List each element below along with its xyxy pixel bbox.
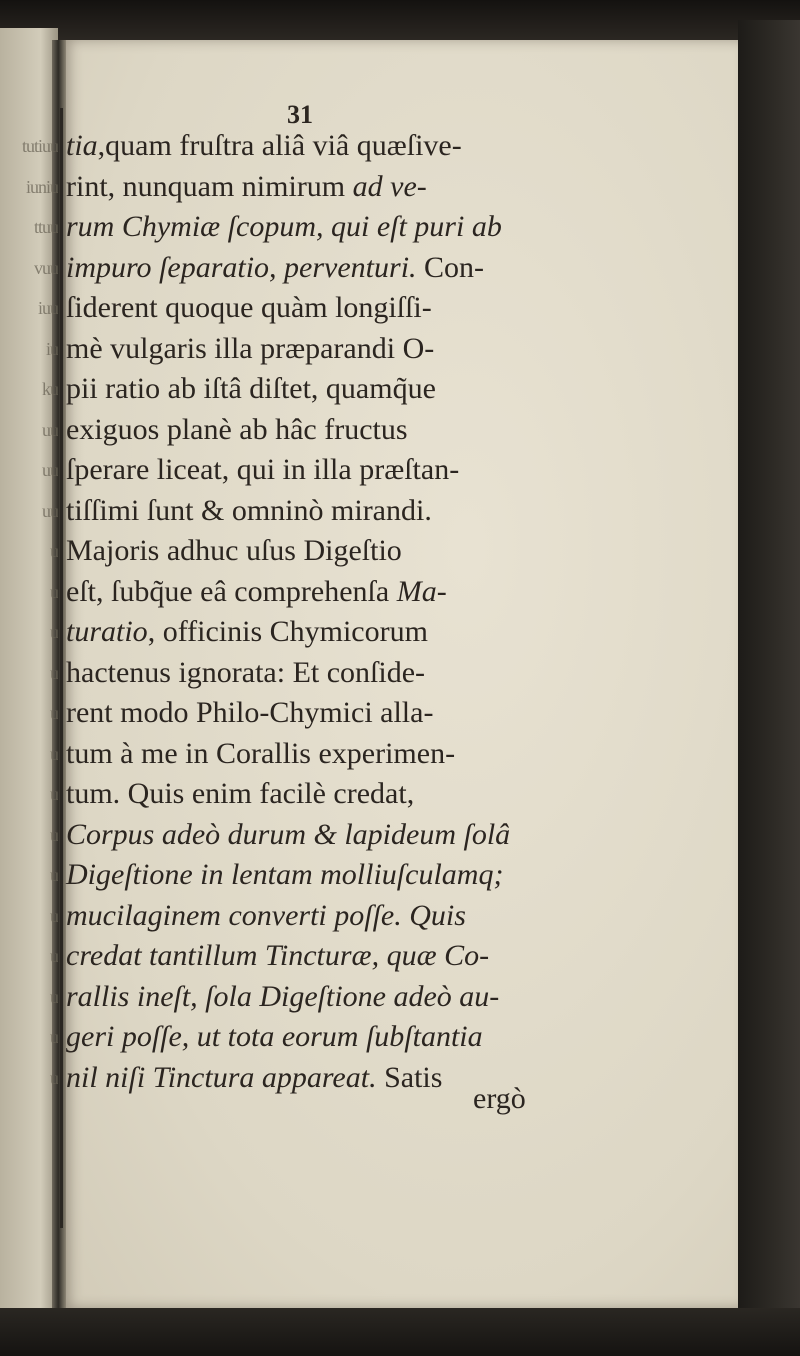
text-line: [66, 1058, 442, 1098]
text-line: [66, 1017, 483, 1057]
gutter-shadow-line: [60, 108, 63, 1228]
text-line: [66, 369, 436, 409]
facing-page-fragment: vuu: [34, 257, 58, 278]
text-line: [66, 855, 503, 895]
roman-text: , officinis Chymicorum: [147, 615, 428, 648]
italic-text: rum Chymiæ ſcopum, qui eſt puri ab: [66, 210, 502, 243]
italic-text: geri poſſe, ut tota eorum ſubſtantia: [66, 1020, 483, 1053]
roman-text: Satis: [376, 1060, 443, 1094]
facing-page-fragment: uu: [42, 460, 58, 480]
catchword: ergò: [473, 1082, 526, 1115]
roman-text: ,quam fruſtra aliâ viâ quæſive-: [97, 129, 462, 162]
roman-text: tiſſimi ſunt & omninò mirandi.: [66, 493, 432, 527]
facing-page-fragment: u: [50, 703, 58, 723]
italic-text: turatio: [66, 615, 148, 648]
facing-page-fragment: uu: [42, 500, 58, 521]
facing-page-fragment: uu: [42, 419, 58, 440]
roman-text: rent modo Philo-Chymici alla-: [66, 696, 434, 729]
text-line: [66, 167, 427, 207]
text-line: [66, 207, 502, 247]
facing-page-fragment: u: [50, 946, 58, 966]
roman-text: pii ratio ab iſtâ diſtet, quamq̃ue: [66, 372, 436, 405]
facing-page-fragment: u: [50, 905, 58, 926]
page-number: 31: [287, 100, 313, 129]
facing-page-fragment: iu: [45, 338, 58, 359]
text-line: [66, 126, 462, 166]
facing-page-fragment: u: [50, 784, 58, 804]
text-line: [66, 896, 466, 936]
text-line: [66, 612, 428, 652]
text-line: [66, 450, 459, 490]
text-line: [66, 288, 432, 328]
facing-page-fragment: u: [50, 541, 58, 561]
roman-text: ſperare liceat, qui in illa præſtan-: [66, 453, 460, 486]
facing-page-fragment: iuniu: [25, 176, 58, 197]
roman-text: rint, nunquam nimirum: [66, 169, 353, 203]
facing-page-fragment: u: [50, 1067, 58, 1088]
facing-page-fragment: u: [50, 581, 58, 602]
italic-text: Digeſtione in lentam molliuſculamq;: [66, 858, 504, 891]
facing-page-fragment: u: [50, 622, 58, 642]
facing-page-fragment: u: [50, 743, 58, 764]
text-line: [66, 774, 414, 814]
facing-page-fragment: u: [50, 824, 58, 845]
roman-text: Majoris adhuc uſus Digeſtio: [66, 534, 402, 567]
roman-text: Con-: [416, 250, 485, 284]
italic-text: credat tantillum Tincturæ, quæ Co-: [66, 939, 490, 972]
roman-text: eſt, ſubq̃ue eâ comprehenſa: [66, 574, 397, 608]
text-line: [66, 977, 499, 1017]
text-line: [66, 653, 425, 693]
roman-text: exiguos planè ab hâc fructus: [66, 412, 408, 446]
text-line: [66, 734, 455, 774]
facing-page-fragment: ku: [42, 379, 58, 399]
roman-text: mè vulgaris illa præparandi O-: [66, 331, 435, 365]
text-line: [66, 815, 510, 855]
text-line: [66, 936, 489, 976]
italic-text: mucilaginem converti poſſe. Quis: [66, 898, 466, 932]
italic-text: Ma-: [396, 574, 447, 608]
scan-bottom-edge: [0, 1308, 800, 1356]
italic-text: tia: [66, 129, 98, 162]
italic-text: nil niſi Tinctura appareat.: [66, 1060, 377, 1094]
roman-text: tum. Quis enim facilè credat,: [66, 777, 415, 810]
italic-text: rallis ineſt, ſola Digeſtione adeò au-: [66, 979, 500, 1013]
roman-text: tum à me in Corallis experimen-: [66, 736, 456, 770]
text-line: [66, 491, 432, 531]
text-line: [66, 693, 433, 733]
text-line: [66, 531, 402, 571]
text-line: [66, 329, 434, 369]
text-line: [66, 248, 484, 288]
text-line: [66, 410, 408, 450]
facing-page-fragment: u: [50, 865, 58, 885]
scan-top-edge: [0, 0, 800, 42]
facing-page-fragment: ttuu: [33, 217, 58, 237]
facing-page-fragment: tutiuu: [21, 136, 58, 156]
facing-page-fragment: u: [50, 662, 58, 683]
scan-right-edge: [738, 20, 800, 1320]
facing-page-fragment: iuu: [37, 298, 58, 318]
roman-text: hactenus ignorata: Et conſide-: [66, 655, 426, 689]
italic-text: ad ve-: [352, 169, 427, 203]
roman-text: ſiderent quoque quàm longiſſi-: [66, 291, 432, 324]
italic-text: Corpus adeò durum & lapideum ſolâ: [66, 817, 511, 851]
facing-page-fragment: u: [50, 986, 58, 1007]
text-line: [66, 572, 447, 612]
facing-page-fragment: u: [50, 1027, 58, 1047]
italic-text: impuro ſeparatio, perventuri.: [66, 250, 417, 284]
